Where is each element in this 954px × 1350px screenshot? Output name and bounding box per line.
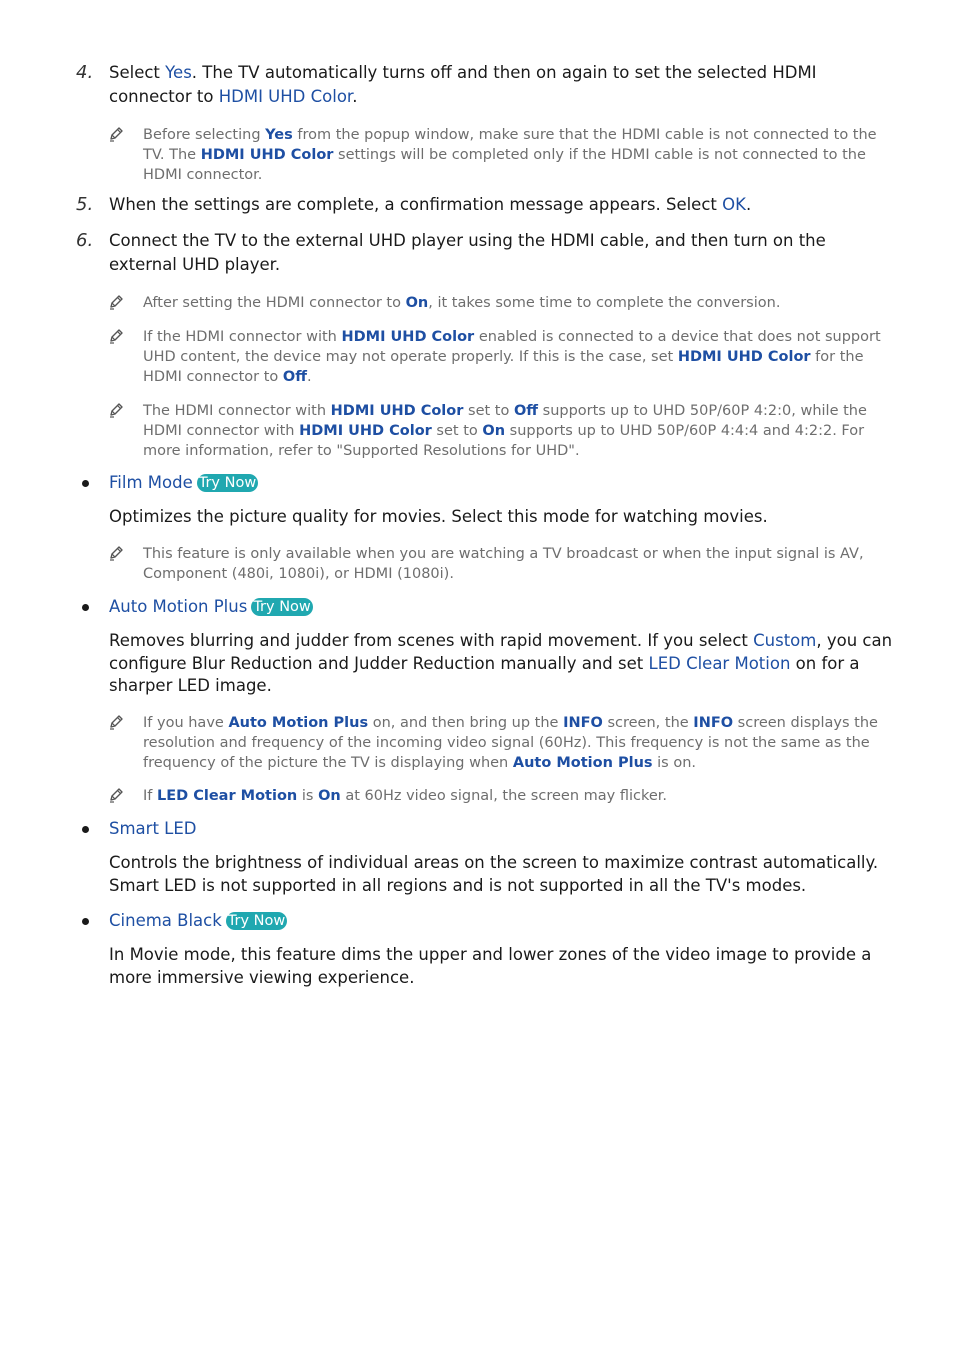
note-text bbox=[143, 401, 893, 461]
text: , it takes some time to complete the conversion. bbox=[428, 295, 781, 311]
pencil-icon bbox=[108, 787, 124, 803]
note-conversion-time bbox=[108, 293, 893, 313]
step-number: 5. bbox=[76, 194, 94, 215]
text: is bbox=[297, 788, 319, 804]
film-mode-title[interactable]: Film Mode bbox=[109, 473, 193, 492]
pencil-icon bbox=[108, 402, 124, 418]
try-now-button[interactable]: Try Now bbox=[227, 913, 286, 929]
bullet-film-mode bbox=[82, 471, 882, 495]
keyword-info: INFO bbox=[563, 715, 603, 731]
text: at 60Hz video signal, the screen may flicker. bbox=[340, 788, 667, 804]
keyword-custom: Custom bbox=[753, 631, 817, 650]
smart-led-title[interactable]: Smart LED bbox=[109, 819, 197, 838]
text: set to bbox=[463, 403, 514, 419]
text: enabled is connected to a device that does not support UHD content, the device may not operate properly. If this is the case, set bbox=[143, 329, 881, 365]
note-uhd-device bbox=[108, 327, 893, 387]
note-led-clear-motion bbox=[108, 786, 893, 806]
keyword-hdmi-uhd-color: HDMI UHD Color bbox=[330, 403, 464, 419]
text: settings will be completed only if the HDMI cable is not connected to the HDMI connector. bbox=[143, 147, 866, 183]
keyword-hdmi-uhd-color: HDMI UHD Color bbox=[677, 349, 811, 365]
text: . bbox=[306, 369, 312, 385]
keyword-on: On bbox=[482, 423, 506, 439]
text: If bbox=[143, 788, 157, 804]
keyword-yes: Yes bbox=[165, 63, 192, 82]
text: If you have bbox=[143, 715, 229, 731]
keyword-auto-motion-plus: Auto Motion Plus bbox=[512, 755, 653, 771]
keyword-info: INFO bbox=[693, 715, 734, 731]
auto-motion-plus-description bbox=[109, 630, 894, 698]
film-mode-description: Optimizes the picture quality for movies. Select this mode for watching movies. bbox=[109, 507, 768, 526]
note-uhd-resolution bbox=[108, 401, 893, 461]
keyword-hdmi-uhd-color: HDMI UHD Color bbox=[218, 87, 353, 106]
keyword-hdmi-uhd-color: HDMI UHD Color bbox=[299, 423, 432, 439]
step-text bbox=[109, 61, 891, 109]
step-4 bbox=[76, 61, 891, 109]
step-text: Connect the TV to the external UHD player using the HDMI cable, and then turn on the external UHD player. bbox=[109, 231, 826, 274]
try-now-button[interactable]: Try Now bbox=[198, 475, 257, 491]
text: The HDMI connector with bbox=[143, 403, 331, 419]
text: After setting the HDMI connector to bbox=[143, 295, 406, 311]
text: When the settings are complete, a confirmation message appears. Select bbox=[109, 195, 723, 214]
keyword-hdmi-uhd-color: HDMI UHD Color bbox=[200, 147, 334, 163]
text: . bbox=[352, 87, 358, 106]
keyword-off: Off bbox=[282, 369, 307, 385]
text: Before selecting bbox=[143, 127, 266, 143]
cinema-black-title[interactable]: Cinema Black bbox=[109, 911, 222, 930]
text: on, and then bring up the bbox=[368, 715, 564, 731]
text: screen displays the resolution and frequency of the incoming video signal (60Hz). This frequency is not the same as the frequency of the picture the TV is displaying when bbox=[143, 715, 878, 771]
note-text bbox=[143, 327, 893, 387]
note-text bbox=[143, 293, 893, 313]
bullet-auto-motion-plus bbox=[82, 595, 882, 619]
text: on for a sharper LED image. bbox=[109, 653, 860, 695]
step-number: 4. bbox=[76, 62, 94, 83]
bullet-dot bbox=[82, 918, 89, 925]
text: Removes blurring and judder from scenes with rapid movement. If you select bbox=[109, 631, 754, 650]
keyword-yes: Yes bbox=[265, 127, 293, 143]
keyword-off: Off bbox=[513, 403, 539, 419]
text: . The TV automatically turns off and then on again to set the selected HDMI connector to bbox=[109, 63, 817, 106]
text: set to bbox=[431, 423, 483, 439]
step-5 bbox=[76, 193, 891, 217]
text: from the popup window, make sure that the HDMI cable is not connected to the TV. The bbox=[143, 127, 877, 163]
text: . bbox=[745, 195, 752, 214]
keyword-hdmi-uhd-color: HDMI UHD Color bbox=[341, 329, 475, 345]
auto-motion-plus-title[interactable]: Auto Motion Plus bbox=[109, 597, 248, 616]
keyword-on: On bbox=[405, 295, 429, 311]
step-number: 6. bbox=[76, 230, 94, 251]
keyword-auto-motion-plus: Auto Motion Plus bbox=[228, 715, 369, 731]
pencil-icon bbox=[108, 328, 124, 344]
bullet-smart-led bbox=[82, 817, 882, 841]
keyword-led-clear-motion: LED Clear Motion bbox=[648, 653, 791, 673]
smart-led-description: Controls the brightness of individual areas on the screen to maximize contrast automatically. Smart LED is not supported in all regions and is not supported in all the TV's modes. bbox=[109, 853, 879, 895]
bullet-dot bbox=[82, 826, 89, 833]
pencil-icon bbox=[108, 545, 124, 561]
text: is on. bbox=[652, 755, 697, 771]
keyword-led-clear-motion: LED Clear Motion bbox=[157, 788, 298, 804]
note-auto-motion-info bbox=[108, 713, 893, 773]
note-film-mode bbox=[108, 544, 893, 584]
step-6 bbox=[76, 229, 891, 277]
text: supports up to UHD 50P/60P 4:4:4 and 4:2:2. For more information, refer to "Supported Resolutions for UHD". bbox=[143, 423, 865, 459]
cinema-black-description: In Movie mode, this feature dims the upper and lower zones of the video image to provide a more immersive viewing experience. bbox=[109, 945, 872, 987]
text: , you can configure Blur Reduction and Judder Reduction manually and set bbox=[109, 631, 893, 673]
text: Select bbox=[109, 63, 166, 82]
step-text bbox=[109, 193, 891, 217]
text: for the HDMI connector to bbox=[143, 349, 864, 385]
bullet-dot bbox=[82, 604, 89, 611]
text: supports up to UHD 50P/60P 4:2:0, while the HDMI connector with bbox=[143, 403, 867, 439]
bullet-dot bbox=[82, 480, 89, 487]
keyword-on: On bbox=[318, 788, 341, 804]
bullet-cinema-black bbox=[82, 909, 882, 933]
note-text: This feature is only available when you are watching a TV broadcast or when the input signal is AV, Component (480i, 1080i), or HDMI (1080i). bbox=[143, 546, 864, 582]
keyword-ok: OK bbox=[722, 195, 746, 214]
try-now-button[interactable]: Try Now bbox=[253, 599, 311, 615]
pencil-icon bbox=[108, 126, 124, 142]
note-text bbox=[143, 786, 893, 806]
pencil-icon bbox=[108, 294, 124, 310]
text: If the HDMI connector with bbox=[143, 329, 342, 345]
pencil-icon bbox=[108, 714, 124, 730]
note-text bbox=[143, 713, 893, 773]
note-text bbox=[143, 125, 893, 185]
text: screen, the bbox=[602, 715, 694, 731]
note-hdmi-cable bbox=[108, 125, 893, 185]
